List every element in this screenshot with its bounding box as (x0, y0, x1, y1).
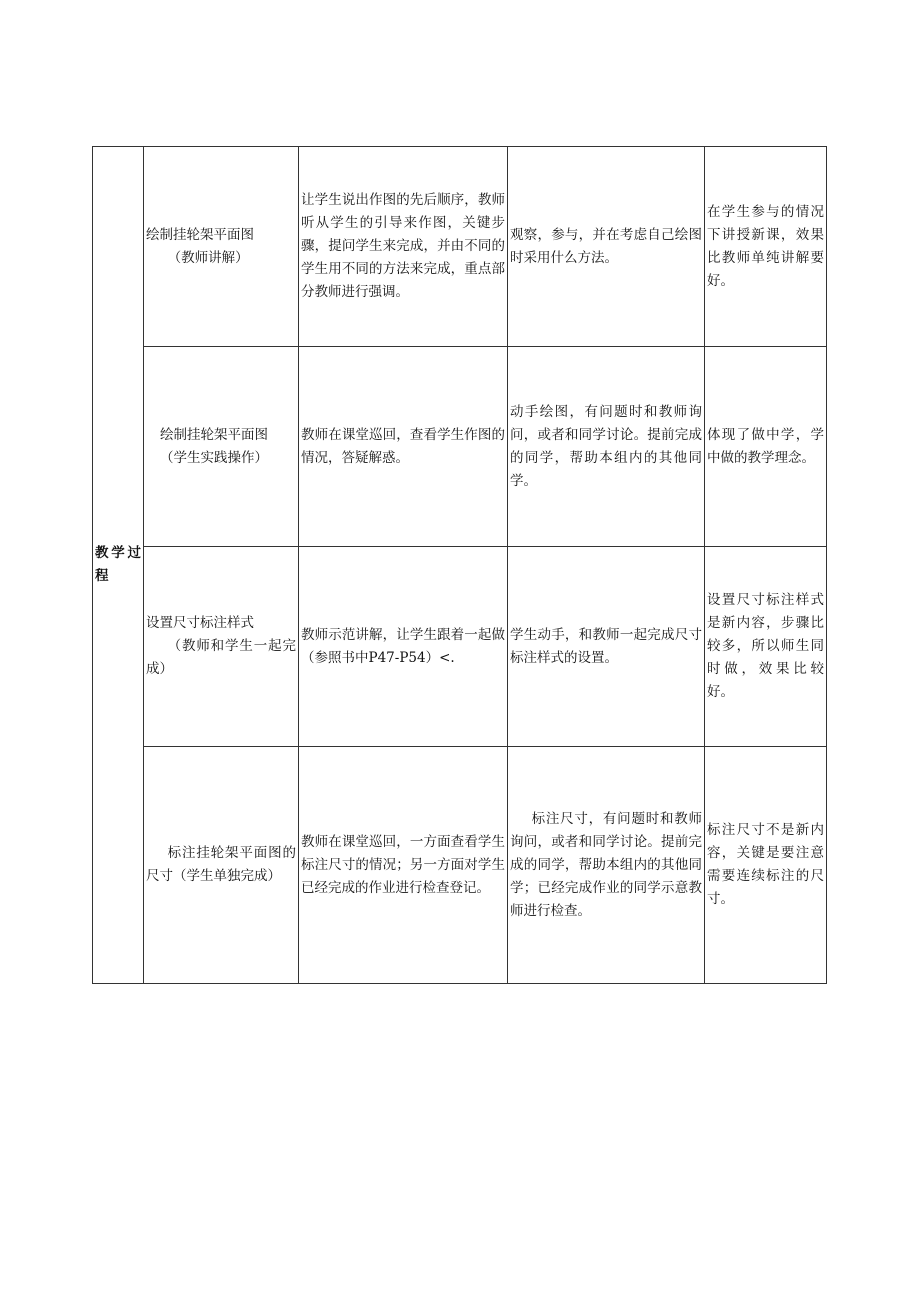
table-row (93, 147, 827, 347)
design-intent-cell (705, 547, 827, 747)
teacher-activity-text: 教师在课堂巡回，一方面查看学生标注尺寸的情况；另一方面对学生已经完成的作业进行检查登记。 (301, 833, 505, 896)
design-intent-cell (705, 147, 827, 347)
table-row (93, 347, 827, 547)
teacher-activity-cell (299, 547, 508, 747)
topic-subtext: （学生实践操作） (160, 449, 268, 466)
design-intent-text: 设置尺寸标注样式是新内容，步骤比较多，所以师生同时做，效果比较好。 (707, 592, 824, 700)
teacher-activity-cell (299, 147, 508, 347)
student-activity-cell (508, 547, 705, 747)
design-intent-text: 标注尺寸不是新内容，关键是要注意需要连续标注的尺寸。 (707, 822, 824, 907)
topic-text: 绘制挂轮架平面图 (146, 226, 254, 243)
teacher-activity-text: 教师在课堂巡回，查看学生作图的情况，答疑解惑。 (301, 426, 505, 466)
topic-text: 设置尺寸标注样式 (146, 615, 254, 631)
teacher-activity-text: 让学生说出作图的先后顺序，教师听从学生的引导来作图，关键步骤，提问学生来完成，并由不同的学生用不同的方法来完成，重点部分教师进行强调。 (301, 192, 505, 300)
design-intent-text: 在学生参与的情况下讲授新课，效果比教师单纯讲解要好。 (707, 203, 824, 289)
topic-subtext: （教师和学生一起完成） (146, 638, 296, 677)
topic-cell (144, 147, 299, 347)
teacher-activity-cell (299, 347, 508, 547)
teacher-activity-text: 教师示范讲解，让学生跟着一起做（参照书中P47-P54）<. (301, 626, 505, 666)
teacher-activity-cell (299, 747, 508, 984)
student-activity-text: 观察，参与，并在考虑自己绘图时采用什么方法。 (510, 226, 702, 266)
design-intent-text: 体现了做中学，学中做的教学理念。 (707, 426, 824, 466)
topic-text: 标注挂轮架平面图的尺寸（学生单独完成） (146, 845, 296, 884)
topic-cell (144, 747, 299, 984)
topic-cell (144, 347, 299, 547)
section-label-cell (93, 147, 144, 984)
table-row (93, 547, 827, 747)
student-activity-text: 学生动手，和教师一起完成尺寸标注样式的设置。 (510, 626, 702, 666)
student-activity-text: 动手绘图，有问题时和教师询问，或者和同学讨论。提前完成的同学，帮助本组内的其他同学。 (510, 403, 702, 489)
student-activity-cell (508, 147, 705, 347)
design-intent-cell (705, 747, 827, 984)
topic-cell (144, 547, 299, 747)
topic-text: 绘制挂轮架平面图 (160, 426, 268, 443)
section-label: 教学过程 (95, 545, 141, 584)
lesson-process-table (92, 146, 827, 984)
student-activity-cell (508, 747, 705, 984)
design-intent-cell (705, 347, 827, 547)
topic-subtext: （教师讲解） (167, 249, 249, 266)
student-activity-cell (508, 347, 705, 547)
student-activity-text: 标注尺寸，有问题时和教师询问，或者和同学讨论。提前完成的同学，帮助本组内的其他同学；已经完成作业的同学示意教师进行检查。 (510, 810, 702, 919)
table-row (93, 747, 827, 984)
